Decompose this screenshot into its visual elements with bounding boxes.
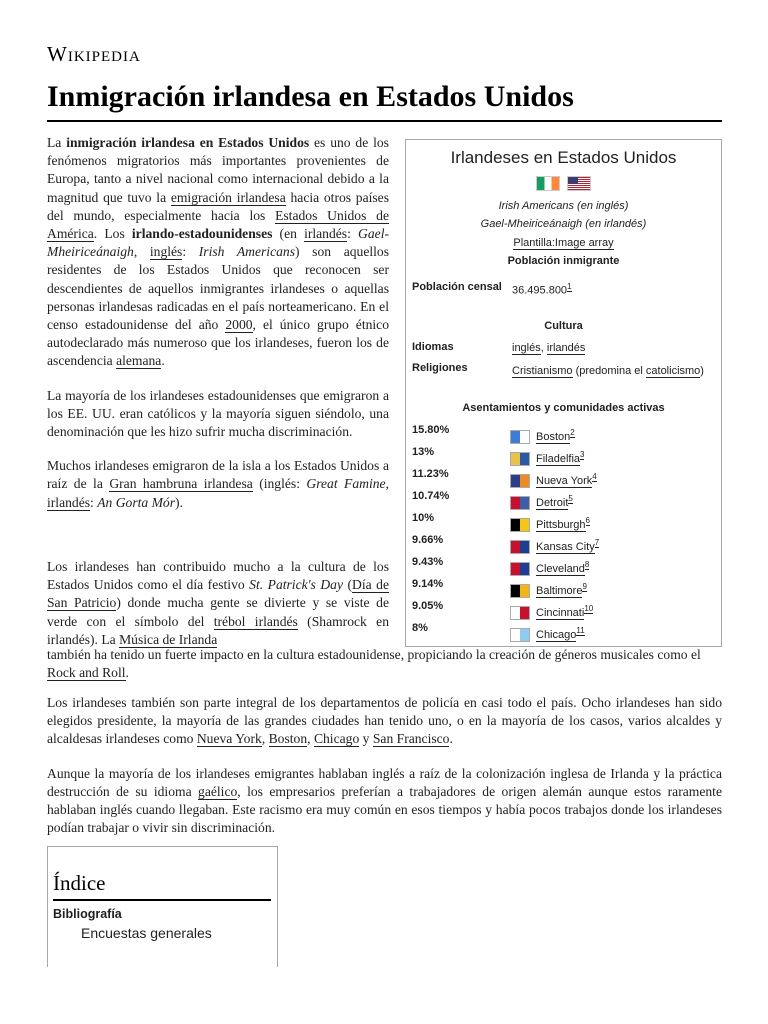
population-label: Población censal — [412, 281, 502, 293]
settlement-percent: 13% — [412, 446, 435, 458]
bold-term: irlando-estadounidenses — [131, 226, 273, 242]
settlement-percent: 9.05% — [412, 600, 444, 612]
city-link[interactable]: Boston — [536, 430, 571, 443]
text: (inglés: — [252, 476, 307, 492]
section-culture: Cultura — [544, 320, 583, 332]
toc-item-encuestas[interactable]: Encuestas generales — [81, 925, 212, 941]
text: Muchos irlandeses emigraron de la isla a los Estados Unidos a raíz de la — [47, 458, 389, 492]
language-irish-link[interactable]: irlandés — [546, 342, 586, 354]
paragraph-language — [47, 765, 722, 838]
italic-term: Irish Americans — [198, 244, 295, 260]
usa-flag-icon[interactable] — [567, 176, 591, 191]
paragraph-culture-b — [47, 646, 722, 682]
link-2000[interactable]: 2000 — [225, 317, 253, 333]
text: también ha tenido un fuerte impacto en la cultura estadounidense, propiciando la creación de géneros musicales como el — [47, 647, 701, 662]
bold-term: inmigración irlandesa en Estados Unidos — [66, 135, 310, 150]
text: hacia otros países del mundo, especialmente hacia los — [47, 189, 389, 223]
languages-label: Idiomas — [412, 341, 454, 353]
page-title: Inmigración irlandesa en Estados Unidos — [47, 78, 722, 122]
text: ) son aquellos residentes de los Estados Unidos que reconocen ser descendientes de aquellos inmigrantes irlandeses o aquellas personas irlandesas radicadas en el país norteamericano. En el censo estadounidense del año — [47, 244, 389, 333]
city-flag-icon — [510, 430, 530, 444]
paragraph-culture-top — [47, 558, 389, 649]
infobox-title: Irlandeses en Estados Unidos — [450, 148, 677, 167]
language-separator: , — [540, 342, 547, 354]
link-trebol-irlandes[interactable]: trébol irlandés — [213, 613, 298, 629]
city-ref[interactable]: 2 — [570, 428, 575, 437]
city-ref[interactable]: 8 — [584, 560, 590, 569]
religion-close: ) — [700, 365, 704, 377]
text: . — [125, 665, 129, 681]
text: y — [359, 731, 373, 747]
religion-label: Religiones — [412, 362, 468, 374]
city-link[interactable]: Chicago — [536, 628, 577, 641]
city-link[interactable]: Cincinnati — [536, 606, 585, 619]
city-flag-icon — [510, 628, 530, 642]
text: . — [161, 353, 165, 369]
template-link[interactable]: Plantilla:Image array — [513, 237, 614, 249]
link-ingles[interactable]: inglés — [149, 244, 183, 260]
text: : — [182, 244, 199, 260]
text: , — [133, 244, 150, 260]
italic-term: An Gorta Mór — [97, 494, 176, 510]
city-link[interactable]: Kansas City — [536, 540, 595, 553]
city-ref[interactable]: 9 — [582, 582, 587, 591]
toc-title: Índice — [53, 871, 271, 901]
settlement-percent: 11.23% — [412, 468, 449, 480]
link-boston[interactable]: Boston — [268, 731, 308, 747]
infobox — [405, 139, 722, 647]
city-link[interactable]: Baltimore — [536, 584, 583, 597]
city-flag-icon — [510, 452, 530, 466]
population-value: 36.495.800 — [512, 284, 568, 297]
city-ref[interactable]: 11 — [576, 626, 585, 635]
city-ref[interactable]: 5 — [568, 494, 573, 503]
link-emigracion-irlandesa[interactable]: emigración irlandesa — [170, 189, 286, 205]
text: ). — [175, 494, 183, 510]
toc-item-bibliografia[interactable]: Bibliografía — [53, 907, 122, 921]
paragraph-culture-a — [47, 558, 389, 649]
city-flag-icon — [510, 584, 530, 598]
article-intro-column — [47, 134, 389, 528]
wikipedia-wordmark[interactable]: Wikipedia — [47, 42, 141, 66]
link-gaelico[interactable]: gaélico — [198, 783, 238, 799]
city-link[interactable]: Detroit — [536, 496, 569, 509]
name-english: Irish Americans (en inglés) — [498, 200, 629, 212]
link-irlandes[interactable]: irlandés — [47, 494, 91, 510]
text: es uno de los fenómenos migratorios más importantes provenientes de Europa, tanto a nivel nacional como internacional debido a la magnitud que tuvo la — [47, 135, 389, 205]
text: , los empresarios preferían a trabajadores de origen alemán aunque estos raramente hablaban inglés cuando llegaban. Este racismo era muy común en esos tiempos y había pocos trabajos donde los irlandeses podían trabajar o vivir sin discriminación. — [47, 783, 722, 836]
population-ref[interactable]: 1 — [567, 282, 572, 291]
city-ref[interactable]: 3 — [580, 450, 585, 459]
section-settlements: Asentamientos y comunidades activas — [462, 402, 665, 414]
city-ref[interactable]: 10 — [584, 604, 594, 613]
city-link[interactable]: Filadelfia — [536, 452, 581, 465]
settlement-percent: 9.14% — [412, 578, 444, 590]
text: : — [347, 226, 359, 242]
city-link[interactable]: Pittsburgh — [536, 518, 586, 531]
link-irlandes[interactable]: irlandés — [304, 226, 348, 242]
link-alemana[interactable]: alemana — [116, 353, 162, 369]
table-of-contents — [47, 846, 278, 967]
name-irish: Gael-Mheiriceánaigh (en irlandés) — [480, 218, 647, 230]
city-flag-icon — [510, 474, 530, 488]
infobox-native-names — [406, 197, 721, 233]
text: : — [90, 494, 98, 510]
italic-term: Great Famine — [306, 476, 386, 492]
link-dia-san-patricio[interactable]: Día de San Patricio — [47, 577, 389, 611]
city-ref[interactable]: 4 — [592, 472, 597, 481]
city-flag-icon — [510, 606, 530, 620]
ireland-flag-icon[interactable] — [536, 176, 560, 191]
paragraph-culture-bottom — [47, 646, 722, 682]
paragraph-intro — [47, 134, 389, 371]
city-ref[interactable]: 7 — [594, 538, 600, 547]
link-estados-unidos[interactable]: Estados Unidos de América — [47, 207, 389, 242]
link-chicago[interactable]: Chicago — [313, 731, 360, 747]
text: (en — [272, 226, 305, 242]
link-rock-and-roll[interactable]: Rock and Roll — [47, 665, 126, 681]
city-link[interactable]: Nueva York — [536, 474, 593, 487]
city-link[interactable]: Cleveland — [536, 562, 585, 575]
text: Los irlandeses han contribuido mucho a la cultura de los Estados Unidos como el día festivo — [47, 559, 389, 593]
section-population: Población inmigrante — [507, 255, 620, 267]
settlement-percent: 8% — [412, 622, 428, 634]
settlement-percent: 10% — [412, 512, 435, 524]
link-san-francisco[interactable]: San Francisco — [372, 731, 450, 747]
catholicism-link[interactable]: catolicismo — [645, 365, 701, 377]
text: ) donde mucha gente se divierte y se viste de verde con el símbolo del — [47, 595, 389, 629]
text: , — [385, 476, 389, 492]
settlement-percent: 10.74% — [412, 490, 450, 502]
text: La — [47, 135, 67, 150]
religion-text: (predomina el — [572, 365, 646, 377]
settlement-percent: 9.66% — [412, 534, 444, 546]
paragraph-famine — [47, 457, 389, 512]
text: , el único grupo étnico autodeclarado más numeroso que los irlandeses, fueron los de ascendencia — [47, 317, 389, 369]
city-flag-icon — [510, 562, 530, 576]
link-musica-irlanda[interactable]: Música de Irlanda — [119, 631, 218, 647]
article-body-full — [47, 694, 722, 853]
text: . — [449, 731, 453, 747]
text: , — [261, 731, 269, 747]
text: Aunque la mayoría de los irlandeses emigrantes hablaban inglés a raíz de la colonización inglesa de Irlanda y la práctica destrucción de su idioma — [47, 765, 722, 799]
paragraph-catholics: La mayoría de los irlandeses estadounidenses que emigraron a los EE. UU. eran católicos y la mayoría siguen siéndolo, una denominación que les hizo sufrir mucha discriminación. — [47, 387, 389, 440]
link-nueva-york[interactable]: Nueva York — [196, 731, 262, 747]
link-gran-hambruna[interactable]: Gran hambruna irlandesa — [109, 476, 253, 492]
italic-term: Gael-Mheiriceánaigh — [47, 226, 389, 260]
christianity-link[interactable]: Cristianismo — [512, 365, 573, 377]
paragraph-police — [47, 694, 722, 749]
italic-term: St. Patrick's Day — [249, 577, 343, 593]
text: , — [307, 731, 314, 747]
city-flag-icon — [510, 496, 530, 510]
city-flag-icon — [510, 518, 530, 532]
settlement-percent: 15.80% — [412, 424, 450, 436]
text: Los irlandeses también son parte integral de los departamentos de policía en casi todo el país. Ocho irlandeses han sido elegidos presidente, la mayoría de las grandes ciudades han tenido uno, o en la mayoría de los casos, varios alcaldes y alcaldesas irlandeses como — [47, 695, 722, 747]
settlement-percent: 9.43% — [412, 556, 444, 568]
text: ( — [343, 577, 353, 593]
city-flag-icon — [510, 540, 530, 554]
text: (Shamrock en irlandés). La — [47, 613, 389, 647]
language-english-link[interactable]: inglés — [512, 342, 541, 354]
text: . Los — [93, 226, 132, 242]
city-ref[interactable]: 6 — [585, 516, 590, 525]
infobox-flags — [406, 176, 721, 190]
